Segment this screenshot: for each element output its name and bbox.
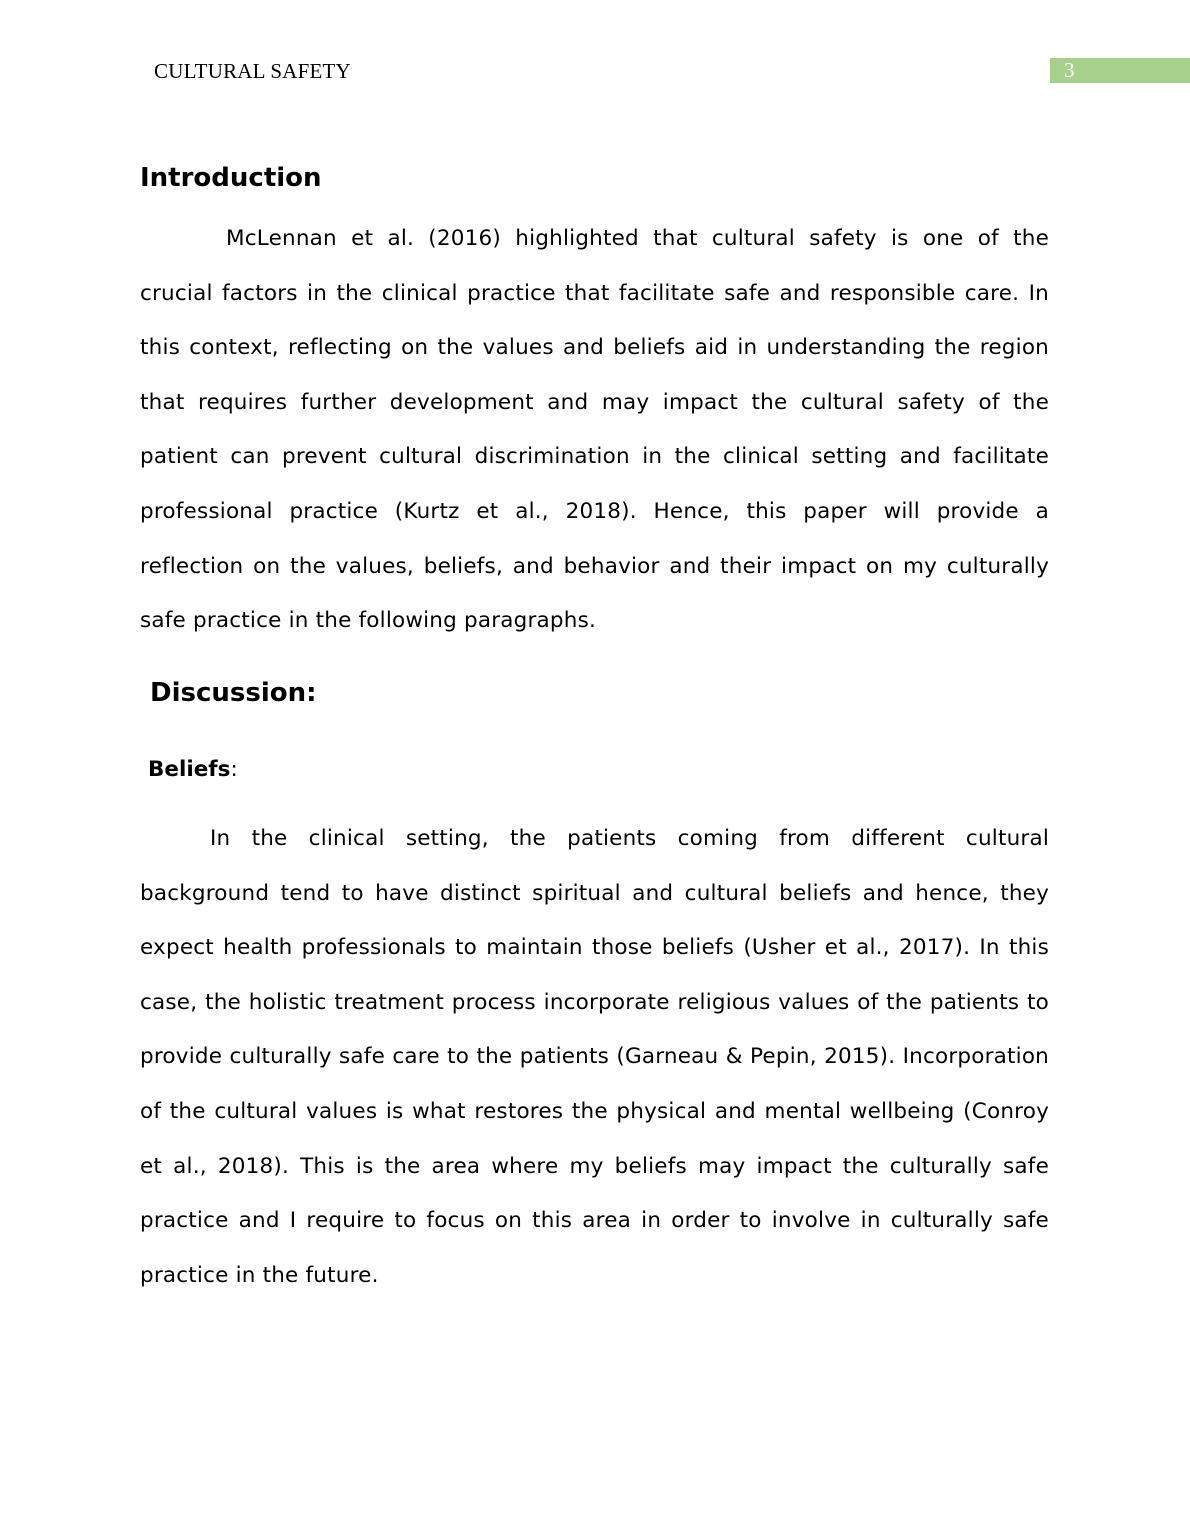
beliefs-heading-colon: :	[230, 757, 238, 782]
page-number-badge	[1050, 58, 1190, 83]
beliefs-heading-label: Beliefs	[148, 757, 231, 782]
introduction-heading: Introduction	[140, 163, 322, 193]
discussion-heading: Discussion:	[150, 678, 317, 708]
page-number: 3	[1064, 58, 1075, 82]
beliefs-paragraph: In the clinical setting, the patients coming from different cultural background tend to have distinct spiritual and cultural beliefs and hence, they expect health professionals to maintain those beliefs (Usher et al., 2017). In this case, the holistic treatment process incorporate religious values of the patients to provide culturally safe care to the patients (Garneau & Pepin, 2015). Incorporation of the cultural values is what restores the physical and mental wellbeing (Conroy et al., 2018). This is the area where my beliefs may impact the culturally safe practice and I require to focus on this area in order to involve in culturally safe practice in the future.	[140, 826, 1049, 1288]
beliefs-heading	[148, 756, 238, 784]
introduction-paragraph: McLennan et al. (2016) highlighted that cultural safety is one of the crucial factors in the clinical practice that facilitate safe and responsible care. In this context, reflecting on the values and beliefs aid in understanding the region that requires further development and may impact the cultural safety of the patient can prevent cultural discrimination in the clinical setting and facilitate professional practice (Kurtz et al., 2018). Hence, this paper will provide a reflection on the values, beliefs, and behavior and their impact on my culturally safe practice in the following paragraphs.	[140, 226, 1049, 634]
running-head: CULTURAL SAFETY	[154, 59, 351, 83]
